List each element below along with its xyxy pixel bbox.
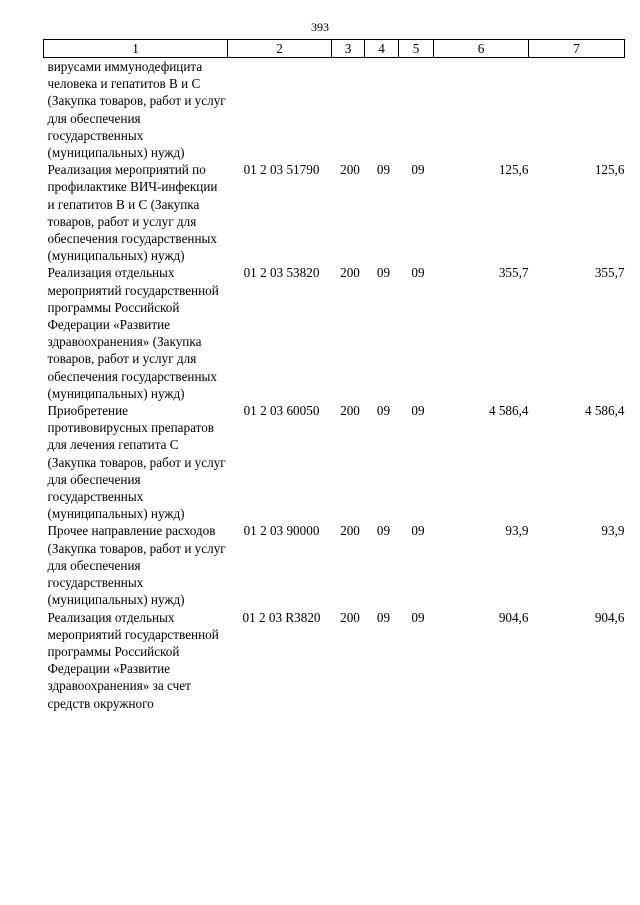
row-col-6 bbox=[434, 58, 529, 162]
row-name: Прочее направление расходов (Закупка товаров, работ и услуг для обеспечения государственных (муниципальных) нужд) bbox=[47, 523, 226, 608]
table-row bbox=[44, 402, 625, 522]
header-col-6: 6 bbox=[434, 40, 529, 58]
row-name: Реализация отдельных мероприятий государственной программы Российской Федерации «Развитие здравоохранения» за счет средств окружного bbox=[47, 609, 219, 711]
row-col-3: 200 bbox=[340, 162, 360, 178]
row-col-4: 09 bbox=[376, 162, 391, 178]
row-col-7: 904,6 bbox=[594, 609, 625, 625]
header-col-4: 4 bbox=[365, 40, 399, 58]
row-code: 01 2 03 53820 bbox=[243, 265, 320, 281]
table-row bbox=[44, 264, 625, 402]
row-col-7: 93,9 bbox=[601, 523, 625, 539]
row-col-3: 200 bbox=[340, 523, 360, 539]
header-row bbox=[44, 40, 625, 58]
header-col-1: 1 bbox=[44, 40, 228, 58]
budget-table bbox=[43, 39, 625, 712]
row-name: вирусами иммунодефицита человека и гепатитов B и C (Закупка товаров, работ и услуг для обеспечения государственных (муниципальных) нужд) bbox=[47, 59, 226, 161]
row-col-5: 09 bbox=[411, 403, 425, 419]
row-col-5: 09 bbox=[411, 265, 425, 281]
row-col-4: 09 bbox=[376, 523, 391, 539]
row-col-3 bbox=[332, 58, 365, 162]
header-col-3: 3 bbox=[332, 40, 365, 58]
row-col-3: 200 bbox=[340, 609, 360, 625]
row-col-7: 355,7 bbox=[594, 265, 625, 281]
row-code: 01 2 03 90000 bbox=[243, 523, 320, 539]
row-code bbox=[228, 58, 332, 162]
row-code: 01 2 03 R3820 bbox=[242, 609, 321, 625]
row-col-4: 09 bbox=[376, 265, 391, 281]
row-col-6: 125,6 bbox=[498, 162, 529, 178]
row-col-5: 09 bbox=[411, 162, 425, 178]
row-name: Реализация отдельных мероприятий государственной программы Российской Федерации «Развитие здравоохранения» (Закупка товаров, работ и услуг для обеспечения государственных (муниципальных) нужд) bbox=[47, 265, 219, 401]
row-col-5: 09 bbox=[411, 523, 425, 539]
row-col-6: 904,6 bbox=[498, 609, 529, 625]
row-col-5 bbox=[399, 58, 434, 162]
row-col-6: 93,9 bbox=[505, 523, 529, 539]
row-col-4: 09 bbox=[376, 609, 391, 625]
row-col-5: 09 bbox=[411, 609, 425, 625]
table-row bbox=[44, 161, 625, 264]
row-col-6: 4 586,4 bbox=[488, 403, 529, 419]
row-col-7 bbox=[529, 58, 625, 162]
table-row bbox=[44, 609, 625, 712]
row-col-6: 355,7 bbox=[498, 265, 529, 281]
row-col-7: 4 586,4 bbox=[584, 403, 625, 419]
row-col-3: 200 bbox=[340, 403, 360, 419]
table-row bbox=[44, 522, 625, 608]
row-col-7: 125,6 bbox=[594, 162, 625, 178]
header-col-5: 5 bbox=[399, 40, 434, 58]
row-code: 01 2 03 51790 bbox=[243, 162, 320, 178]
row-name: Приобретение противовирусных препаратов для лечения гепатита С (Закупка товаров, работ и услуг для обеспечения государственных (муниципальных) нужд) bbox=[47, 403, 226, 522]
header-col-2: 2 bbox=[228, 40, 332, 58]
row-code: 01 2 03 60050 bbox=[243, 403, 320, 419]
row-col-4 bbox=[365, 58, 399, 162]
row-col-4: 09 bbox=[376, 403, 391, 419]
row-col-3: 200 bbox=[340, 265, 360, 281]
header-col-7: 7 bbox=[529, 40, 625, 58]
table-row bbox=[44, 58, 625, 162]
row-name: Реализация мероприятий по профилактике ВИЧ-инфекции и гепатитов B и C (Закупка товаров, работ и услуг для обеспечения государственных (муниципальных) нужд) bbox=[47, 162, 218, 264]
page-number: 393 bbox=[311, 20, 329, 34]
